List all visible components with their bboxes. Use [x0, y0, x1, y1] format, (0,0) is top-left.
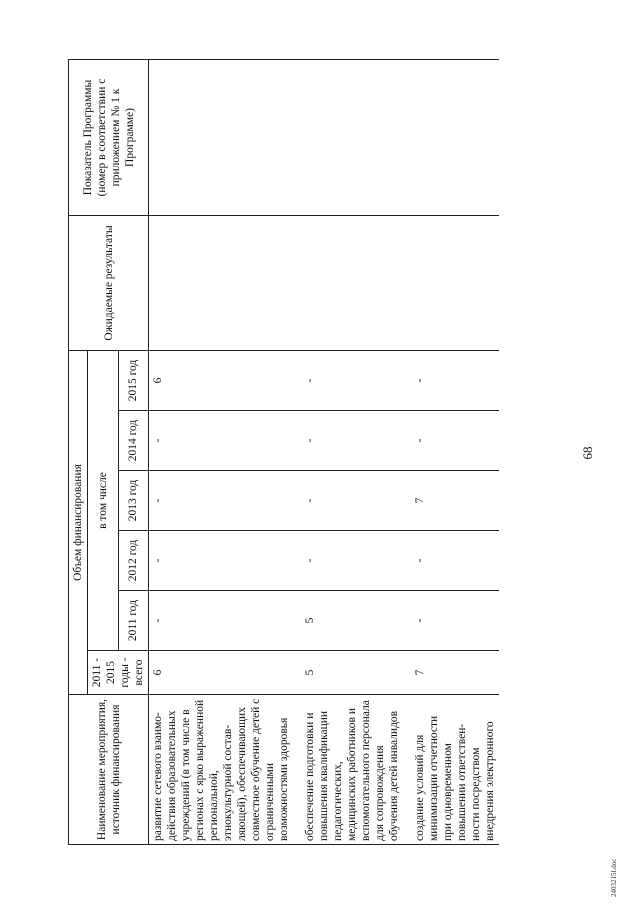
- row-2011: 5: [293, 591, 403, 651]
- programme-table: [68, 59, 499, 845]
- header-year-2011: 2011 год: [118, 591, 149, 651]
- row-2013: -: [149, 471, 294, 531]
- row-2015: -: [403, 351, 499, 411]
- row-2011: -: [149, 591, 294, 651]
- row-expected: [149, 216, 294, 351]
- row-2015: -: [293, 351, 403, 411]
- row-expected: [403, 216, 499, 351]
- table-row: [403, 60, 499, 845]
- table-row: [293, 60, 403, 845]
- header-name: Наименование мероприятия, источник финансирования: [69, 695, 149, 845]
- header-year-2015: 2015 год: [118, 351, 149, 411]
- header-year-2012: 2012 год: [118, 531, 149, 591]
- row-2013: -: [293, 471, 403, 531]
- header-including: в том числе: [88, 351, 119, 651]
- row-name: создание условий для минимизации отчетности при одновременном повышении ответствен-ности посредством внедрения электронного: [403, 695, 499, 845]
- row-2014: -: [293, 411, 403, 471]
- row-2012: -: [149, 531, 294, 591]
- row-2012: -: [403, 531, 499, 591]
- header-expected-results: Ожидаемые результаты: [69, 216, 149, 351]
- row-2015: 6: [149, 351, 294, 411]
- header-year-2014: 2014 год: [118, 411, 149, 471]
- row-total: 7: [403, 651, 499, 695]
- page-number: 68: [580, 446, 595, 460]
- row-indicator: [293, 60, 403, 216]
- row-expected: [293, 216, 403, 351]
- row-total: 5: [293, 651, 403, 695]
- row-2013: 7: [403, 471, 499, 531]
- header-indicator: Показатель Программы (номер в соответствии с приложением № 1 к Программе): [69, 60, 149, 216]
- table-row: [149, 60, 294, 845]
- row-2014: -: [403, 411, 499, 471]
- row-indicator: [403, 60, 499, 216]
- row-total: 6: [149, 651, 294, 695]
- row-name: развитие сетевого взаимо-действия образовательных учреждений (в том числе в регионах с ярко выраженной региональной, этнокультурной состав-ляющей), обеспечивающих совместное обучение детей с ограниченными возможностями здоровья: [149, 695, 294, 845]
- row-2012: -: [293, 531, 403, 591]
- row-2014: -: [149, 411, 294, 471]
- row-2011: -: [403, 591, 499, 651]
- document-code: 2403215l.doc: [610, 858, 618, 897]
- header-year-2013: 2013 год: [118, 471, 149, 531]
- row-indicator: [149, 60, 294, 216]
- row-name: обеспечение подготовки и повышения квалификации педагогических, медицинских работников и вспомогательного персонала для сопровождения обучения детей инвалидов: [293, 695, 403, 845]
- header-funding-volume: Объем финансирования: [69, 351, 88, 695]
- header-total: 2011 - 2015 годы - всего: [88, 651, 149, 695]
